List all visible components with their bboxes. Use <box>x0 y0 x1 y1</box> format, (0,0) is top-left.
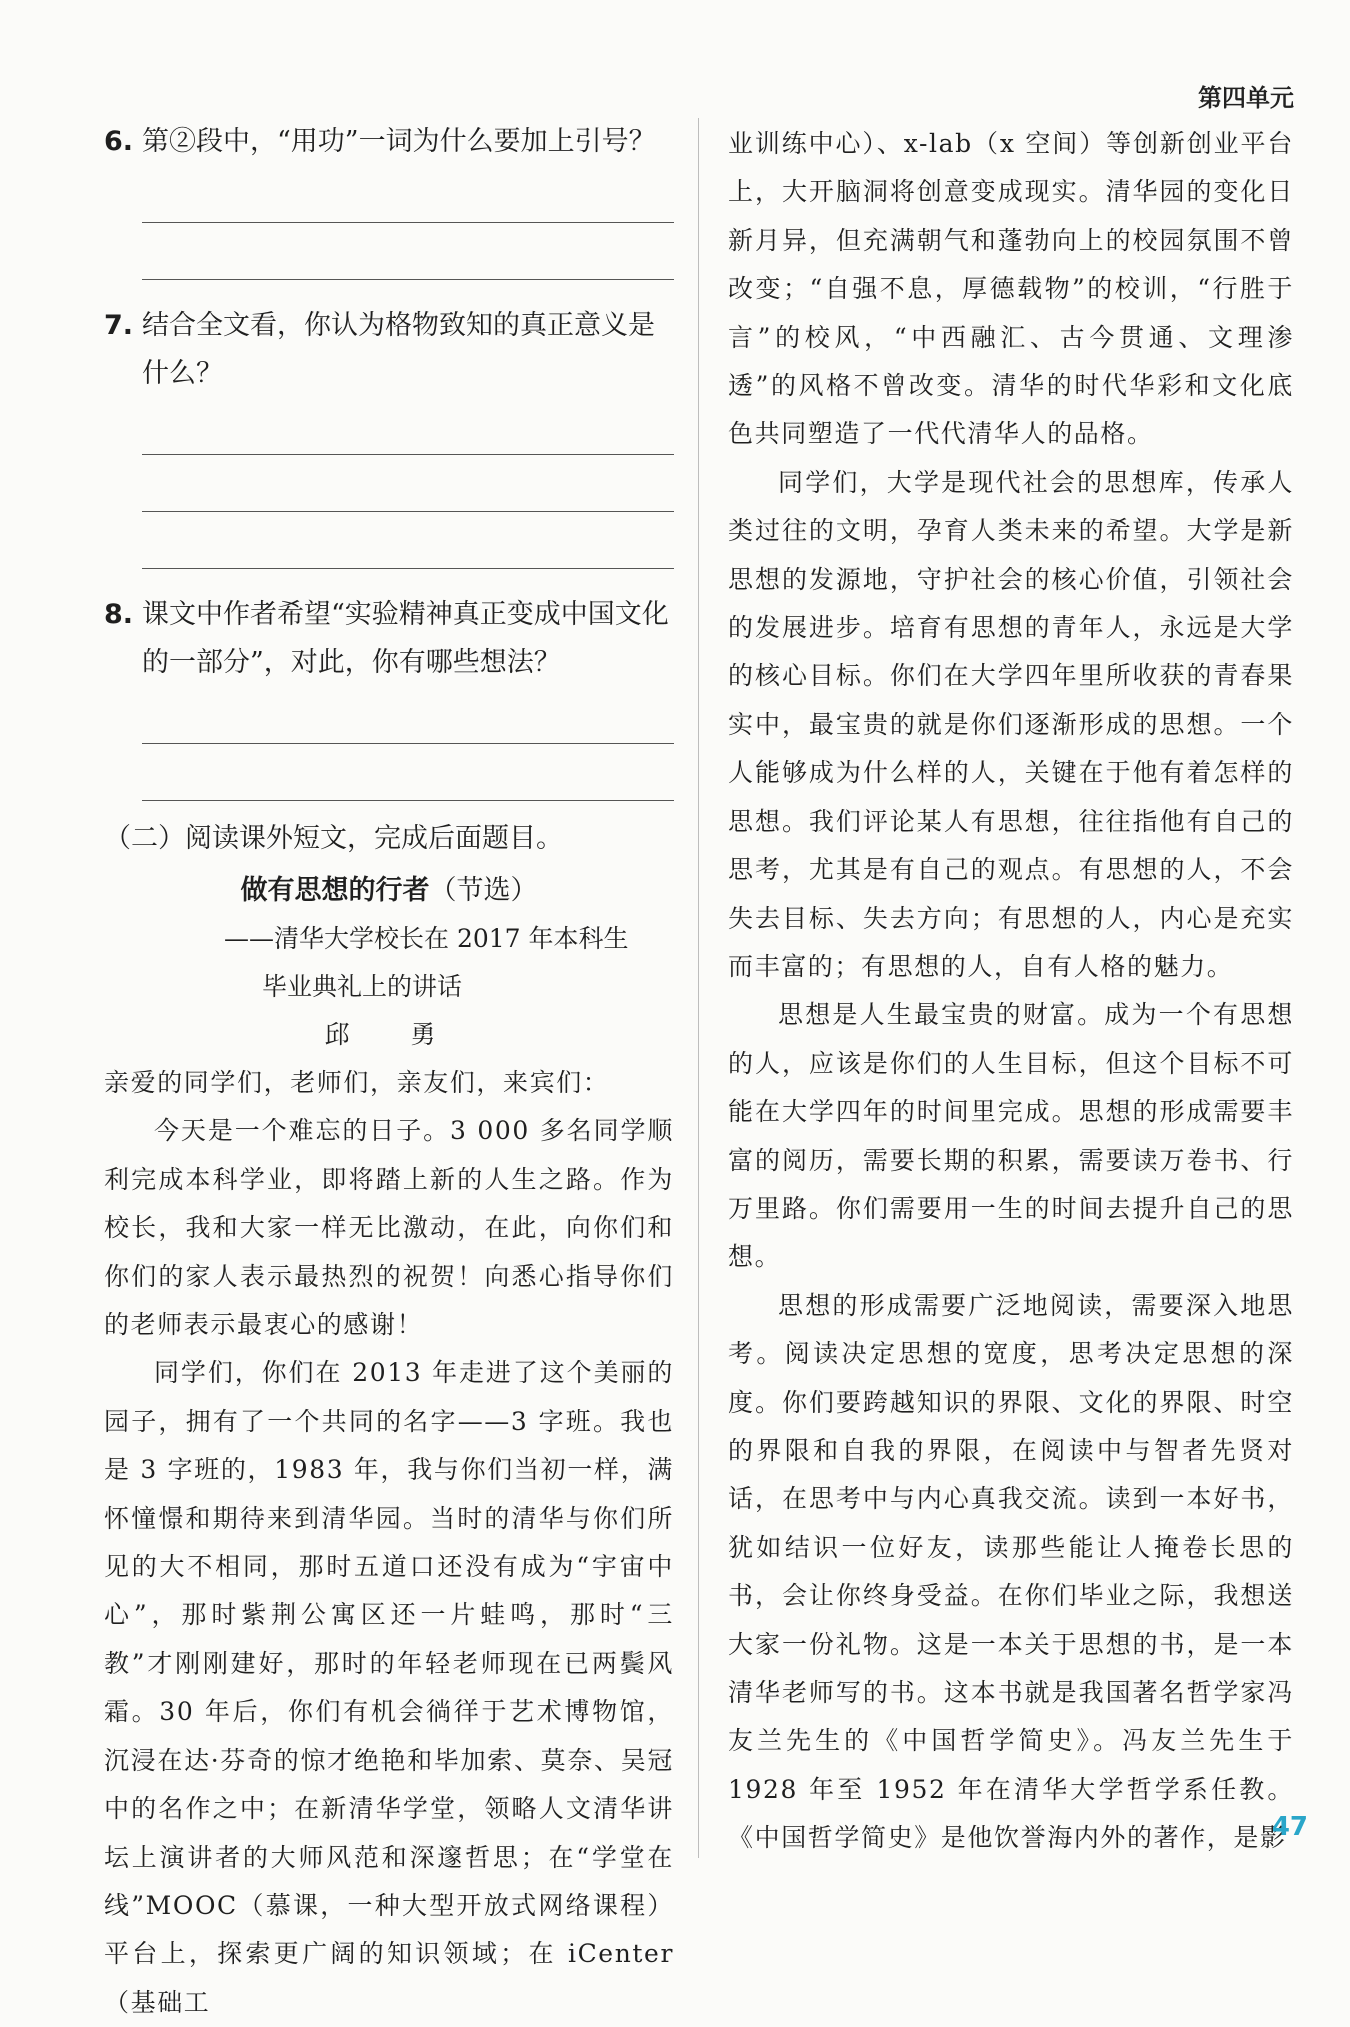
question-text: 课文中作者希望“实验精神真正变成中国文化的一部分”，对此，你有哪些想法？ <box>142 599 669 678</box>
answer-line[interactable] <box>142 687 674 744</box>
paragraph: 同学们，大学是现代社会的思想库，传承人类过往的文明，孕育人类未来的希望。大学是新思想的发源地，守护社会的核心价值，引领社会的发展进步。培育有思想的青年人，永远是大学的核心目标。你们在大学四年里所收获的青春果实中，最宝贵的就是你们逐渐形成的思想。一个人能够成为什么样的人，关键在于他有着怎样的思想。我们评论某人有思想，往往指他有自己的思考，尤其是有自己的观点。有思想的人，不会失去目标、失去方向；有思想的人，内心是充实而丰富的；有思想的人，自有人格的魅力。 <box>728 467 1294 981</box>
question-number: 8. <box>104 599 134 630</box>
answer-line[interactable] <box>142 455 674 512</box>
article-subtitle: ——清华大学校长在 2017 年本科生 <box>224 924 629 953</box>
column-divider <box>698 118 699 1858</box>
page-number: 47 <box>1271 1812 1308 1842</box>
answer-line[interactable] <box>142 166 674 223</box>
question-6 <box>104 118 674 166</box>
unit-label: 第四单元 <box>1198 84 1294 112</box>
left-column <box>104 118 674 2027</box>
answer-line[interactable] <box>142 223 674 280</box>
paragraph: 思想是人生最宝贵的财富。成为一个有思想的人，应该是你们的人生目标，但这个目标不可能在大学四年的时间里完成。思想的形成需要丰富的阅历，需要长期的积累，需要读万卷书、行万里路。你们需要用一生的时间去提升自己的思想。 <box>728 1000 1294 1272</box>
paragraph: 思想的形成需要广泛地阅读，需要深入地思考。阅读决定思想的宽度，思考决定思想的深度。你们要跨越知识的界限、文化的界限、时空的界限和自我的界限，在阅读中与智者先贤对话，在思考中与内心真我交流。读到一本好书，犹如结识一位好友，读那些能让人掩卷长思的书，会让你终身受益。在你们毕业之际，我想送大家一份礼物。这是一本关于思想的书，是一本清华老师写的书。这本书就是我国著名哲学家冯友兰先生的《中国哲学简史》。冯友兰先生于 1928 年至 1952 年在清华大学哲学系任教。《中国哲学简史》是他饮誉海内外的著作，是影 <box>728 1290 1294 1853</box>
paragraph: 亲爱的同学们，老师们，亲友们，来宾们： <box>104 1068 610 1097</box>
answer-line[interactable] <box>142 744 674 801</box>
answer-line[interactable] <box>142 512 674 569</box>
answer-line[interactable] <box>142 398 674 455</box>
paragraph: 业训练中心）、x-lab（x 空间）等创新创业平台上，大开脑洞将创意变成现实。清华园的变化日新月异，但充满朝气和蓬勃向上的校园氛围不曾改变；“自强不息，厚德载物”的校训，“行胜于言”的校风，“中西融汇、古今贯通、文理渗透”的风格不曾改变。清华的时代华彩和文化底色共同塑造了一代代清华人的品格。 <box>728 129 1294 449</box>
paragraph: 同学们，你们在 2013 年走进了这个美丽的园子，拥有了一个共同的名字——3 字班。我也是 3 字班的，1983 年，我与你们当初一样，满怀憧憬和期待来到清华园。当时的清华与你们所见的大不相同，那时五道口还没有成为“宇宙中心”，那时紫荆公寓区还一片蛙鸣，那时“三教”才刚刚建好，那时的年轻老师现在已两鬓风霜。30 年后，你们有机会徜徉于艺术博物馆，沉浸在达·芬奇的惊才绝艳和毕加索、莫奈、吴冠中的名作之中；在新清华学堂，领略人文清华讲坛上演讲者的大师风范和深邃哲思；在“学堂在线”MOOC（慕课，一种大型开放式网络课程）平台上，探索更广阔的知识领域；在 iCenter（基础工 <box>104 1358 674 2017</box>
article-title-note: （节选） <box>429 875 538 906</box>
question-7 <box>104 302 674 398</box>
section-heading: （二）阅读课外短文，完成后面题目。 <box>104 823 563 854</box>
question-text: 第②段中，“用功”一词为什么要加上引号？ <box>142 126 656 157</box>
right-column <box>728 120 1294 1863</box>
article-title-main: 做有思想的行者 <box>240 875 430 906</box>
article-author: 邱 勇 <box>324 1020 454 1049</box>
question-number: 7. <box>104 310 134 341</box>
question-number: 6. <box>104 126 134 157</box>
question-8 <box>104 591 674 687</box>
article-title <box>104 867 674 915</box>
article-subtitle-continued: 毕业典礼上的讲话 <box>262 972 463 1001</box>
paragraph: 今天是一个难忘的日子。3 000 多名同学顺利完成本科学业，即将踏上新的人生之路。作为校长，我和大家一样无比激动，在此，向你们和你们的家人表示最热烈的祝贺！向悉心指导你们的老师表示最衷心的感谢！ <box>104 1116 674 1340</box>
question-text: 结合全文看，你认为格物致知的真正意义是什么？ <box>142 310 655 389</box>
